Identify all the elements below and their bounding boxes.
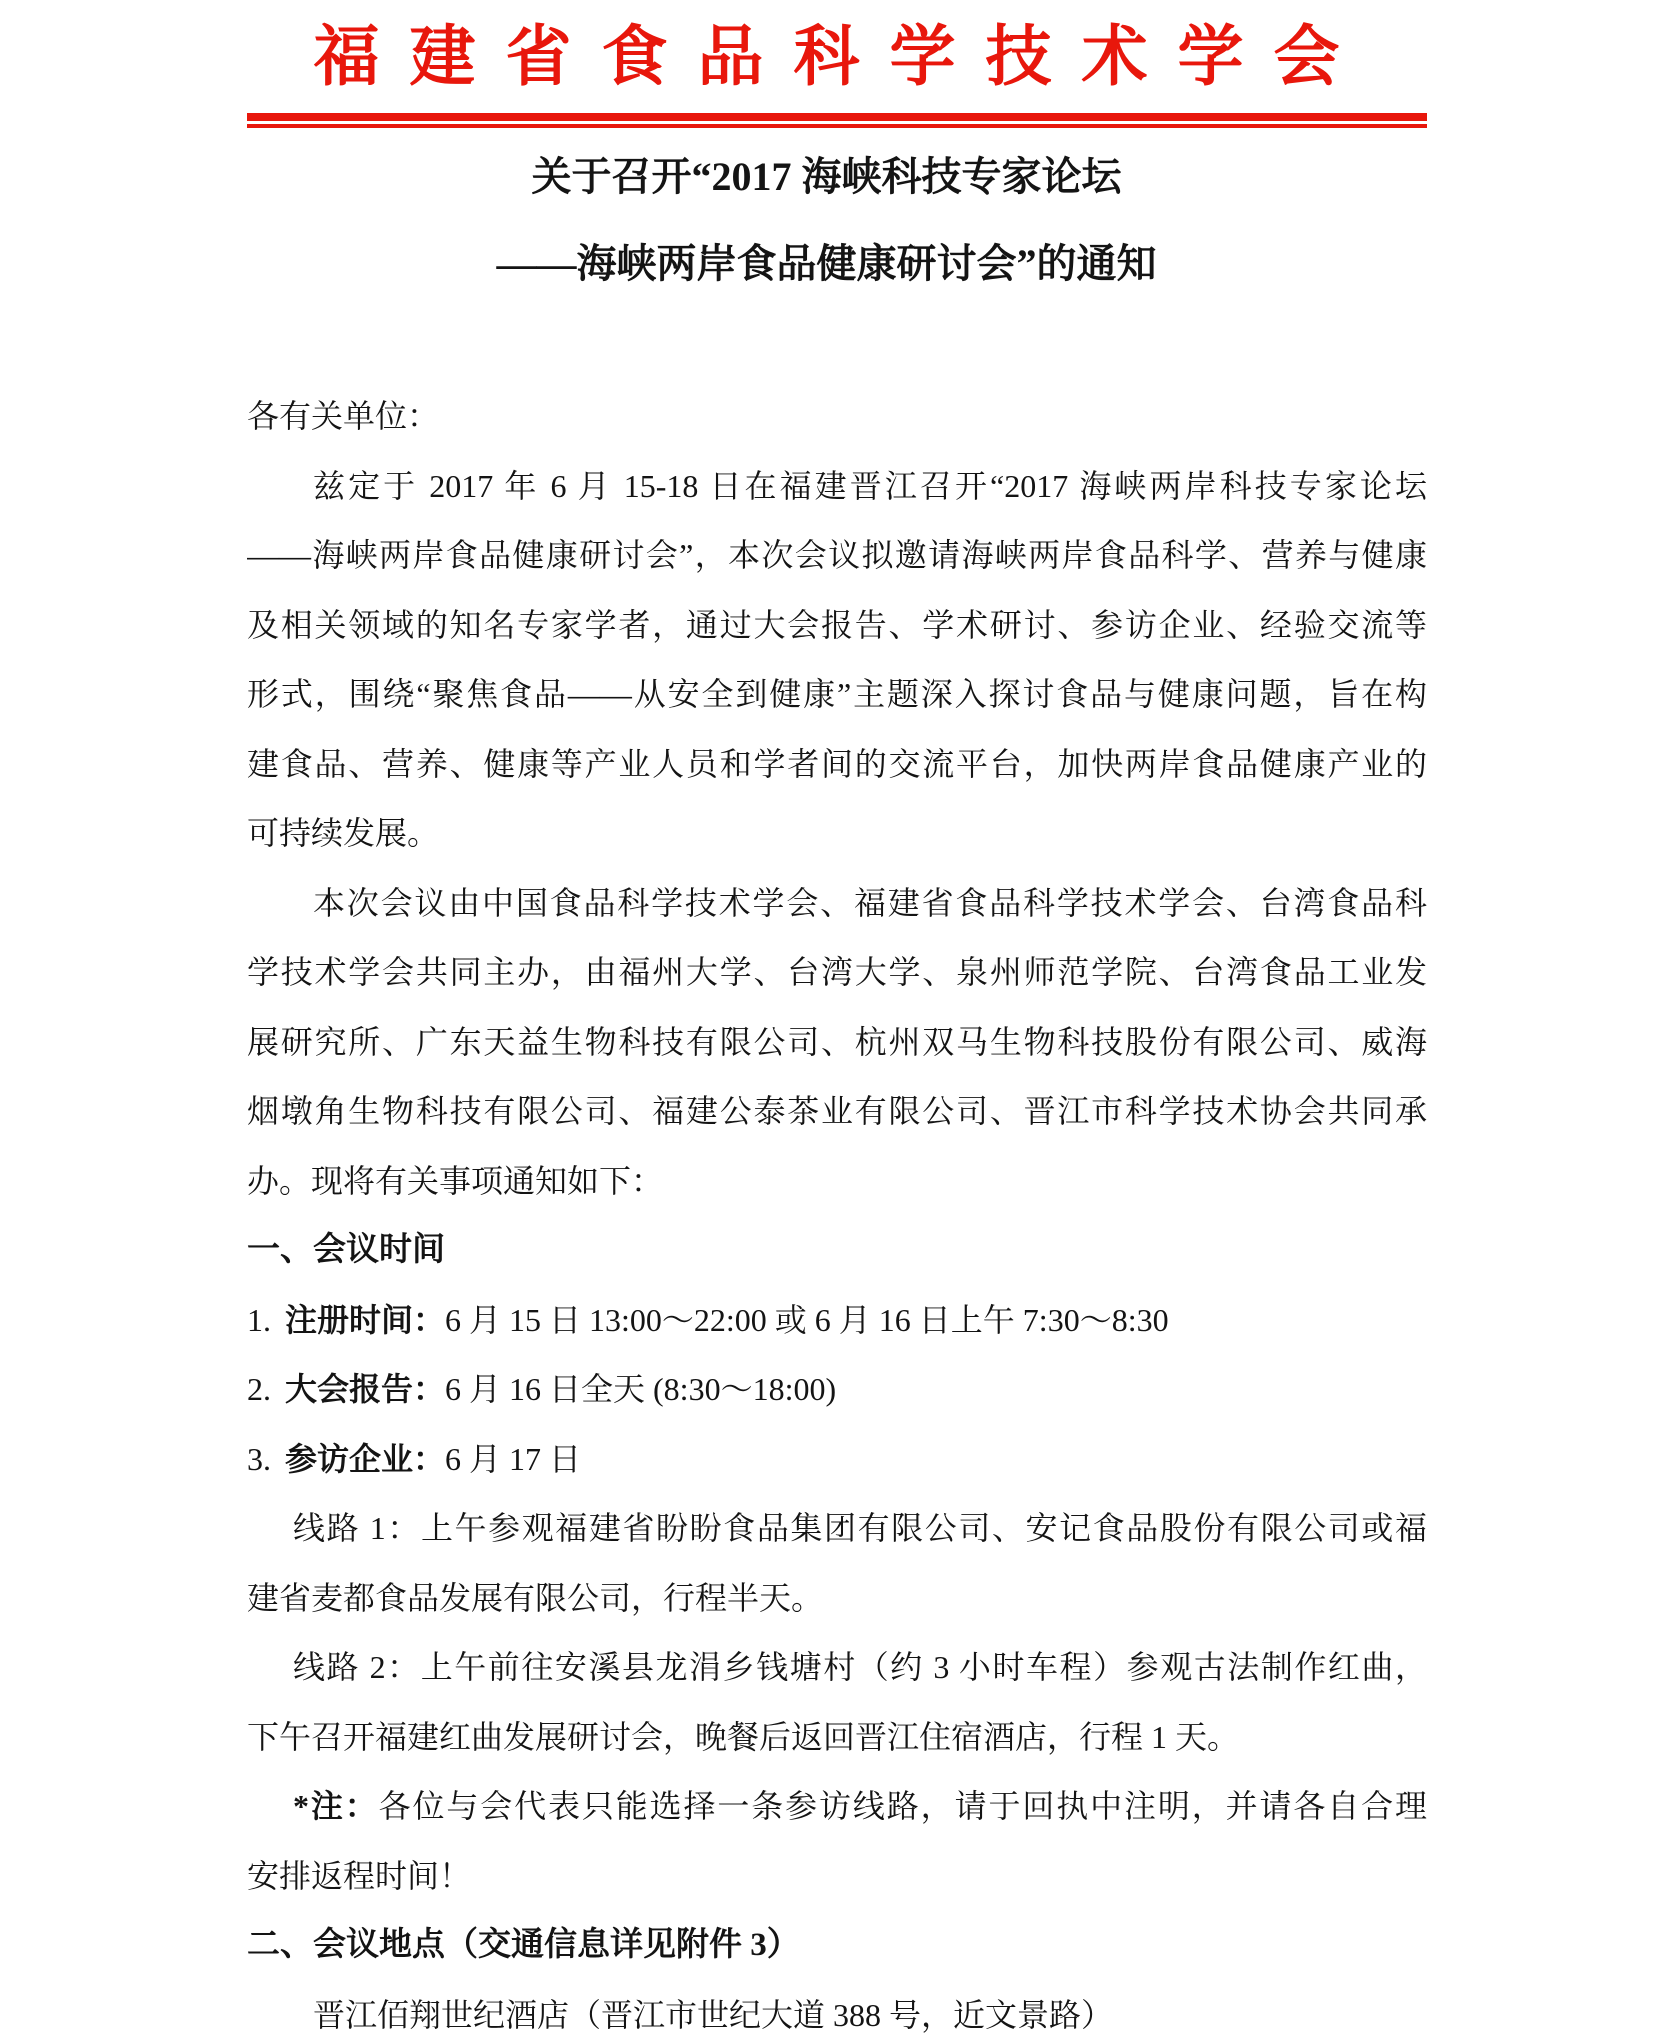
item-text: 6 月 16 日全天 (8:30～18:00) [445,1371,837,1407]
item-label: 参访企业： [285,1440,446,1477]
schedule-item-report [247,1355,1427,1425]
note-line [247,1772,1427,1842]
notice-body [247,382,1427,2042]
item-label: 注册时间： [285,1301,446,1338]
para2-line: 展研究所、广东天益生物科技有限公司、杭州双马生物科技股份有限公司、威海 [247,1023,1427,1060]
item-text: 6 月 17 日 [445,1440,582,1477]
para1-line: 兹定于 2017 年 6 月 15-18 日在福建晋江召开“2017 海峡两岸科技专家论坛 [313,467,1427,504]
doc-title-line-1: 关于召开“2017 海峡科技专家论坛 [531,154,1122,199]
para1-line: ——海峡两岸食品健康研讨会”，本次会议拟邀请海峡两岸食品科学、营养与健康 [247,537,1427,573]
item-label: 大会报告： [285,1371,446,1407]
para2-line: 本次会议由中国食品科学技术学会、福建省食品科学技术学会、台湾食品科 [313,884,1427,921]
route1-line: 建省麦都食品发展有限公司，行程半天。 [247,1579,824,1616]
schedule-item-visit [247,1425,1427,1495]
para1-line: 及相关领域的知名专家学者，通过大会报告、学术研讨、参访企业、经验交流等 [247,606,1427,643]
salutation: 各有关单位： [247,398,440,434]
note-line: 安排返程时间！ [247,1857,472,1894]
para1-line: 形式，围绕“聚焦食品——从安全到健康”主题深入探讨食品与健康问题，旨在构 [247,676,1427,712]
schedule-item-registration [247,1286,1427,1356]
route2-line: 线路 2：上午前往安溪县龙涓乡钱塘村（约 3 小时车程）参观古法制作红曲， [293,1649,1427,1685]
item-number: 2. [247,1371,271,1407]
red-divider-thick-line [247,113,1427,121]
venue-line: 晋江佰翔世纪酒店（晋江市世纪大道 388 号，近文景路） [313,1996,1114,2033]
route2-line: 下午召开福建红曲发展研讨会，晚餐后返回晋江住宿酒店，行程 1 天。 [247,1718,1240,1755]
para2-line: 烟墩角生物科技有限公司、福建公泰茶业有限公司、晋江市科学技术协会共同承 [247,1093,1427,1129]
section1-heading: 一、会议时间 [247,1232,445,1268]
para1-line: 建食品、营养、健康等产业人员和学者间的交流平台，加快两岸食品健康产业的 [247,745,1427,782]
note-label: *注： [293,1788,379,1824]
red-divider-thin-line [247,124,1427,128]
note-text: 各位与会代表只能选择一条参访线路，请于回执中注明，并请各自合理 [378,1788,1427,1824]
red-divider [247,113,1427,128]
doc-title-line-2: ——海峡两岸食品健康研讨会”的通知 [496,241,1157,286]
para2-line: 办。现将有关事项通知如下： [247,1162,664,1199]
item-number: 3. [247,1440,271,1477]
org-letterhead-title: 福建省食品科学技术学会 [313,21,1370,94]
para1-line: 可持续发展。 [247,815,440,851]
section2-heading: 二、会议地点（交通信息详见附件 3） [247,1927,800,1963]
item-number: 1. [247,1301,271,1338]
route1-line: 线路 1：上午参观福建省盼盼食品集团有限公司、安记食品股份有限公司或福 [293,1510,1427,1546]
item-text: 6 月 15 日 13:00～22:00 或 6 月 16 日上午 7:30～8:30 [445,1301,1169,1338]
para2-line: 学技术学会共同主办，由福州大学、台湾大学、泉州师范学院、台湾食品工业发 [247,954,1427,990]
